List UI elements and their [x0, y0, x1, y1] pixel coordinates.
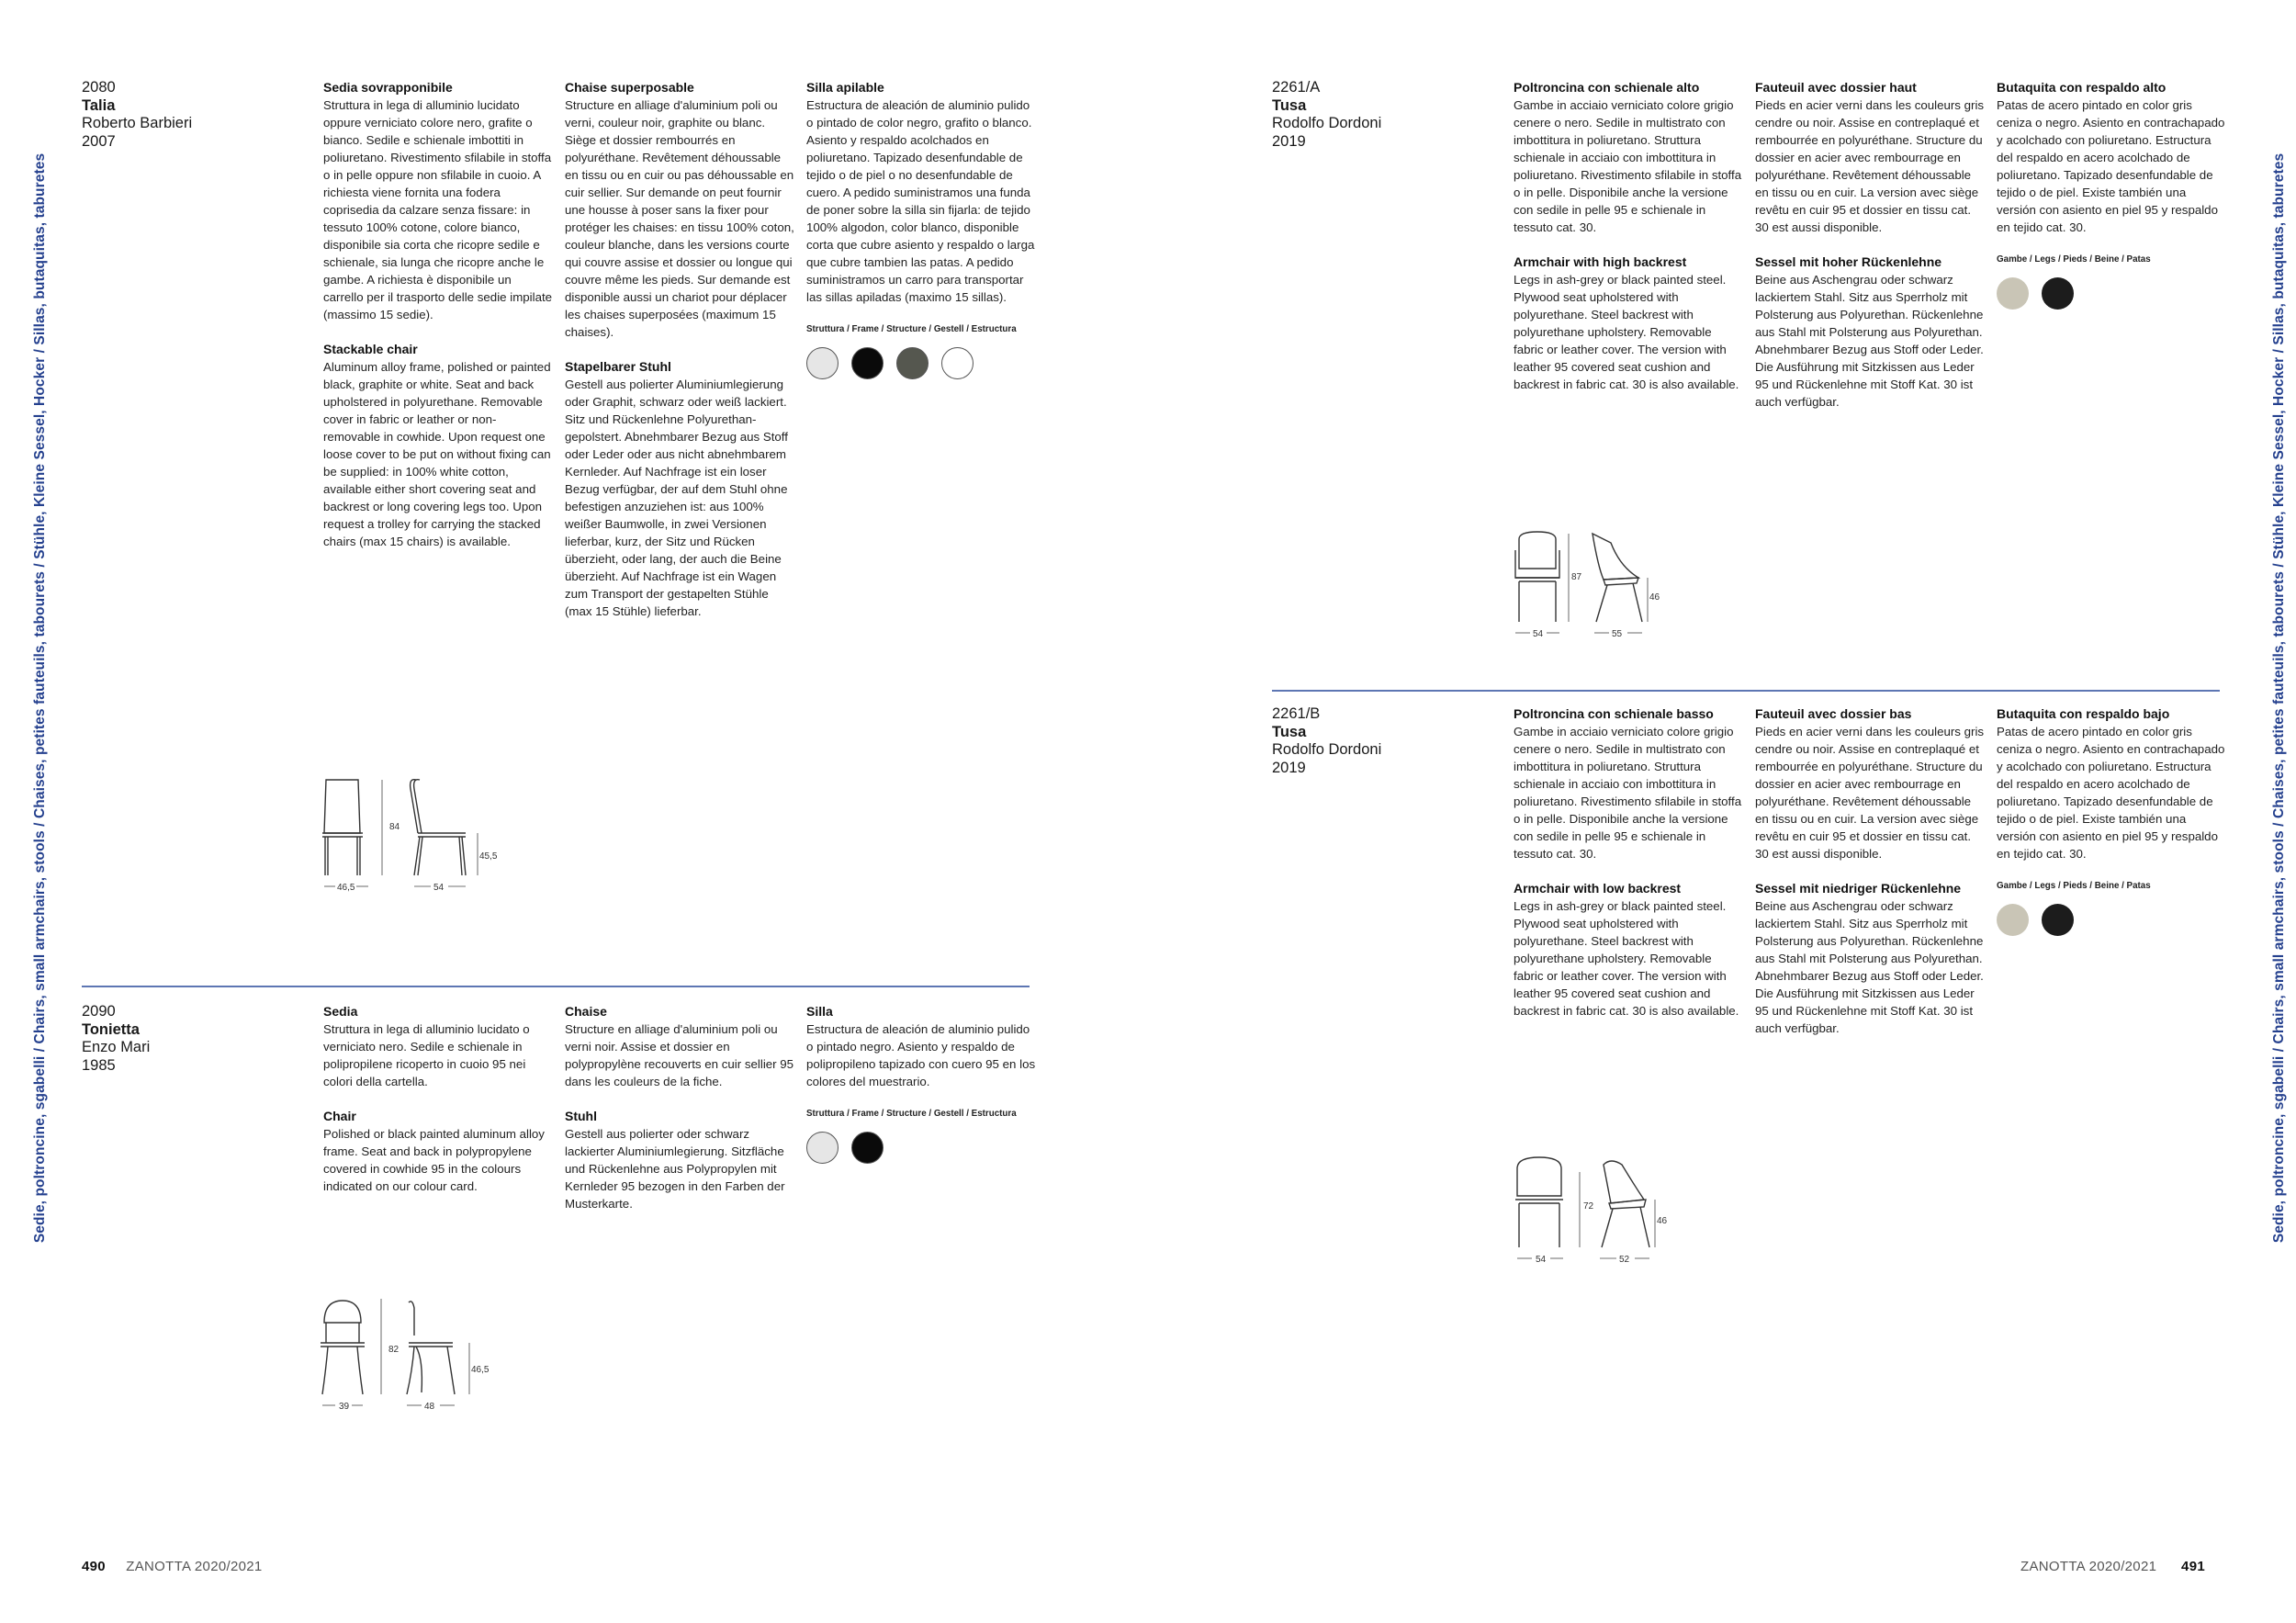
product-year: 1985 — [82, 1056, 116, 1074]
product-year: 2007 — [82, 132, 116, 150]
color-swatch — [1997, 904, 2029, 936]
text-en: Legs in ash-grey or black painted steel. Plywood seat upholstered with polyurethane. Steel backrest with polyurethane upholstery. Removable fabric or leather cover. The version with leather 95 covered seat cushion and backrest in fabric cat. 30 is also available. — [1514, 899, 1739, 1018]
page-number: 490 — [82, 1559, 106, 1574]
product-code: 2080 — [82, 79, 116, 96]
title-it: Sedia sovrapponibile — [323, 80, 453, 95]
title-es: Butaquita con respaldo alto — [1997, 80, 2167, 95]
color-swatch — [851, 347, 884, 379]
text-fr: Structure en alliage d'aluminium poli ou verni noir. Assise et dossier en polypropylène recouverts en cuir sellier 95 dans les couleurs de la fiche. — [565, 1022, 794, 1088]
page-number: 491 — [2181, 1559, 2205, 1574]
product-designer: Enzo Mari — [82, 1039, 151, 1055]
title-de: Sessel mit hoher Rückenlehne — [1755, 254, 1942, 269]
text-de: Gestell aus polierter oder schwarz lackierter Aluminiumlegierung. Sitzfläche und Rückenlehne aus Polypropylen mit Kernleder 95 bezogen in den Farben der Musterkarte. — [565, 1127, 785, 1211]
product-designer: Rodolfo Dordoni — [1272, 115, 1382, 131]
chair-drawing-tusa-b — [1512, 1155, 1695, 1275]
title-en: Armchair with high backrest — [1514, 254, 1687, 269]
title-es: Silla apilable — [806, 80, 884, 95]
catalog-name: ZANOTTA 2020/2021 — [126, 1559, 263, 1574]
swatch-title: Struttura / Frame / Structure / Gestell / Estructura — [806, 1109, 1017, 1119]
text-fr: Structure en alliage d'aluminium poli ou verni, couleur noir, graphite ou blanc. Siège et dossier rembourrés en polyuréthane. Revêtement déhoussable en tissu ou en cuir ou pas déhoussable en cuir sellier. Sur demande on peut fournir une housse à poser sans la fixer pour protéger les chaises: en tissu 100% coton, couleur blanche, dans les versions courte qui couvre assise et dossier ou longue qui couvre même les pieds. Sur demande est disponible aussi un chariot pour déplacer les chaises superposées (maximum 15 chaises). — [565, 98, 794, 339]
description-es — [806, 1003, 1036, 1164]
color-swatch — [806, 347, 838, 379]
product-name: Tusa — [1272, 96, 1307, 114]
text-es: Estructura de aleación de aluminio pulido o pintado de color negro, grafito o blanco. Asiento y respaldo acolchados en poliuretano. Tapizado desenfundable de tejido o de piel o no desenfundable de cuero. A pedido suministramos una funda de poner sobre la silla sin fijarla: de tejido 100% algodon, color blanco, disponible corta que cubre asiento y respaldo o larga que cubre tambien las patas. A pedido suministramos un carro para transportar las sillas apiladas (maximo 15 sillas). — [806, 98, 1035, 304]
dim-width: 54 — [1536, 1255, 1547, 1265]
text-it: Struttura in lega di alluminio lucidato oppure verniciato colore nero, grafite o bianco. Sedile e schienale imbottiti in poliuretano. Rivestimento sfilabile in stoffa o in pelle oppure non sfilabile in cuoio. A richiesta viene fornita una fodera coprisedia da calzare senza fissare: in tessuto 100% cotone, colore bianco, disponibile sia corta che ricopre sedile e schienale, sia lunga che ricopre anche le gambe. A richiesta è disponibile un carrello per il trasporto delle sedie impilate (massimo 15 sedie). — [323, 98, 553, 321]
footer-right — [2020, 1559, 2205, 1574]
title-it: Sedia — [323, 1004, 358, 1019]
description-es — [806, 79, 1036, 379]
product-name: Tusa — [1272, 723, 1307, 740]
product-code: 2090 — [82, 1003, 116, 1020]
title-en: Stackable chair — [323, 342, 418, 356]
product-year: 2019 — [1272, 132, 1306, 150]
title-fr: Fauteuil avec dossier haut — [1755, 80, 1917, 95]
product-ident — [82, 79, 302, 151]
text-es: Patas de acero pintado en color gris ceniza o negro. Asiento en contrachapado y acolchado con poliuretano. Estructura del respaldo en acero acolchado de poliuretano. Tapizado desenfundable de tejido o de piel. Existe también una versión con asiento en piel 95 y respaldo en tejido cat. 30. — [1997, 98, 2225, 234]
side-category-label-right: Sedie, poltroncine, sgabelli / Chairs, small armchairs, stools / Chaises, petites fauteuils, tabourets / Stühle, Kleine Sessel, Hocker / Sillas, butaquitas, taburetes — [2271, 152, 2288, 1244]
dim-seat: 45,5 — [479, 851, 498, 862]
title-de: Stapelbarer Stuhl — [565, 359, 671, 374]
footer-left — [82, 1559, 263, 1574]
title-fr: Fauteuil avec dossier bas — [1755, 706, 1912, 721]
description-es — [1997, 79, 2226, 310]
description-it-en — [1514, 79, 1743, 411]
dim-depth: 52 — [1619, 1255, 1630, 1265]
title-en: Armchair with low backrest — [1514, 881, 1682, 896]
chair-drawing-tonietta — [317, 1295, 501, 1419]
swatch-row — [1997, 904, 2226, 936]
product-year: 2019 — [1272, 759, 1306, 776]
text-de: Gestell aus polierter Aluminiumlegierung oder Graphit, schwarz oder weiß lackiert. Sitz und Rückenlehne Polyurethan-gepolstert. Abnehmbarer Bezug aus Stoff oder Leder oder aus nicht abnehmbarem Kernleder. Auf Nachfrage ist ein loser Bezug verfügbar, der auf dem Stuhl ohne befestigen anzuziehen ist: aus 100% weißer Baumwolle, in zwei Versionen lieferbar, kurz, der Sitz und Rücken überzieht, oder lang, der auch die Beine überzieht. Auf Nachfrage ist ein Wagen zum Transport der gestapelten Stühle (max 15 Stühle) lieferbar. — [565, 378, 788, 618]
text-en: Polished or black painted aluminum alloy frame. Seat and back in polypropylene covered in cowhide 95 in the colours indicated on our colour card. — [323, 1127, 545, 1193]
color-swatch — [2042, 277, 2074, 310]
product-name: Talia — [82, 96, 116, 114]
swatch-title: Struttura / Frame / Structure / Gestell / Estructura — [806, 324, 1017, 334]
color-swatch — [1997, 277, 2029, 310]
side-category-label-left: Sedie, poltroncine, sgabelli / Chairs, small armchairs, stools / Chaises, petites fauteuils, tabourets / Stühle, Kleine Sessel, Hocker / Sillas, butaquitas, taburetes — [32, 152, 49, 1244]
dim-seat: 46 — [1649, 592, 1660, 603]
dim-height: 82 — [388, 1345, 400, 1355]
dim-height: 87 — [1571, 572, 1582, 582]
dim-width: 46,5 — [337, 883, 355, 893]
dim-seat: 46,5 — [471, 1365, 490, 1375]
swatch-title: Gambe / Legs / Pieds / Beine / Patas — [1997, 881, 2151, 891]
description-es — [1997, 705, 2226, 936]
right-page — [1148, 0, 2296, 1623]
text-en: Aluminum alloy frame, polished or painted black, graphite or white. Seat and back upholstered in polyurethane. Removable cover in fabric or leather or non-removable in cowhide. Upon request one loose cover to be put on without fixing can be supplied: in 100% white cotton, available either short covering seat and backrest or long covering legs too. Upon request a trolley for carrying the stacked chairs (max 15 chairs) is available. — [323, 360, 551, 548]
text-it: Struttura in lega di alluminio lucidato o verniciato nero. Sedile e schienale in polipropilene ricoperto in cuoio 95 nei colori della cartella. — [323, 1022, 530, 1088]
color-swatch — [896, 347, 929, 379]
swatch-row — [806, 347, 1036, 379]
title-fr: Chaise — [565, 1004, 607, 1019]
text-it: Gambe in acciaio verniciato colore grigio cenere o nero. Sedile in multistrato con imbottitura in poliuretano. Struttura schienale in acciaio con imbottitura in poliuretano. Rivestimento sfilabile in stoffa o in pelle. Disponibile anche la versione con sedile in pelle 95 e schienale in tessuto cat. 30. — [1514, 98, 1742, 234]
color-swatch — [2042, 904, 2074, 936]
swatch-title: Gambe / Legs / Pieds / Beine / Patas — [1997, 254, 2151, 265]
section-divider — [1272, 690, 2220, 692]
text-de: Beine aus Aschengrau oder schwarz lackiertem Stahl. Sitz aus Sperrholz mit Polsterung aus Polyurethan. Rückenlehne aus Stahl mit Polsterung aus Polyurethan. Abnehmbarer Bezug aus Stoff oder Leder. Die Ausführung mit Sitzkissen aus Leder 95 und Rückenlehne mit Stoff Kat. 30 ist auch verfügbar. — [1755, 899, 1984, 1035]
dim-depth: 54 — [433, 883, 445, 893]
description-fr-de — [565, 1003, 794, 1230]
text-de: Beine aus Aschengrau oder schwarz lackiertem Stahl. Sitz aus Sperrholz mit Polsterung aus Polyurethan. Rückenlehne aus Stahl mit Polsterung aus Polyurethan. Abnehmbarer Bezug aus Stoff oder Leder. Die Ausführung mit Sitzkissen aus Leder 95 und Rückenlehne mit Stoff Kat. 30 ist auch verfügbar. — [1755, 273, 1984, 409]
description-fr-de — [1755, 705, 1985, 1054]
title-it: Poltroncina con schienale alto — [1514, 80, 1700, 95]
product-ident — [82, 1003, 302, 1075]
description-fr-de — [565, 79, 794, 637]
product-code: 2261/B — [1272, 705, 1321, 722]
text-fr: Pieds en acier verni dans les couleurs gris cendre ou noir. Assise en contreplaqué et rembourrée en polyuréthane. Structure du dossier en acier avec rembourrage en polyuréthane. Revêtement déhoussable en tissu ou en cuir. La version avec siège revêtu en cuir 95 et dossier en tissu cat. 30 est aussi disponible. — [1755, 725, 1985, 861]
text-es: Patas de acero pintado en color gris ceniza o negro. Asiento en contrachapado y acolchado con poliuretano. Estructura del respaldo en acero acolchado de poliuretano. Tapizado desenfundable de tejido o de piel. Existe también una versión con asiento en piel 95 y respaldo en tejido cat. 30. — [1997, 725, 2225, 861]
product-designer: Rodolfo Dordoni — [1272, 741, 1382, 758]
description-it-en — [1514, 705, 1743, 1037]
product-ident — [1272, 705, 1492, 777]
swatch-row — [806, 1132, 1036, 1164]
swatch-row — [1997, 277, 2226, 310]
color-swatch — [851, 1132, 884, 1164]
title-it: Poltroncina con schienale basso — [1514, 706, 1714, 721]
description-fr-de — [1755, 79, 1985, 428]
dim-seat: 46 — [1657, 1216, 1668, 1226]
dim-height: 84 — [389, 822, 400, 832]
text-en: Legs in ash-grey or black painted steel. Plywood seat upholstered with polyurethane. Steel backrest with polyurethane upholstery. Removable fabric or leather cover. The version with leather 95 covered seat cushion and backrest in fabric cat. 30 is also available. — [1514, 273, 1739, 391]
title-en: Chair — [323, 1109, 356, 1123]
text-it: Gambe in acciaio verniciato colore grigio cenere o nero. Sedile in multistrato con imbottitura in poliuretano. Struttura schienale in acciaio con imbottitura in poliuretano. Rivestimento sfilabile in stoffa o in pelle. Disponibile anche la versione con sedile in pelle 95 e schienale in tessuto cat. 30. — [1514, 725, 1742, 861]
text-fr: Pieds en acier verni dans les couleurs gris cendre ou noir. Assise en contreplaqué et rembourrée en polyuréthane. Structure du dossier en acier avec rembourrage en polyuréthane. Revêtement déhoussable en tissu ou en cuir. La version avec siège revêtu en cuir 95 et dossier en tissu cat. 30 est aussi disponible. — [1755, 98, 1985, 234]
chair-drawing-tusa-a — [1512, 530, 1695, 649]
chair-drawing-talia — [317, 776, 510, 900]
product-designer: Roberto Barbieri — [82, 115, 193, 131]
dim-depth: 55 — [1612, 629, 1623, 639]
section-divider — [82, 986, 1030, 987]
color-swatch — [941, 347, 974, 379]
dim-width: 54 — [1533, 629, 1544, 639]
title-fr: Chaise superposable — [565, 80, 694, 95]
color-swatch — [806, 1132, 838, 1164]
title-de: Stuhl — [565, 1109, 597, 1123]
title-de: Sessel mit niedriger Rückenlehne — [1755, 881, 1962, 896]
description-it-en — [323, 1003, 553, 1212]
catalog-name: ZANOTTA 2020/2021 — [2020, 1559, 2157, 1574]
product-name: Tonietta — [82, 1020, 140, 1038]
description-it-en — [323, 79, 553, 568]
dim-depth: 48 — [424, 1402, 435, 1412]
text-es: Estructura de aleación de aluminio pulido o pintado negro. Asiento y respaldo de polipropileno tapizado con cuero 95 en los colores del muestrario. — [806, 1022, 1036, 1088]
title-es: Silla — [806, 1004, 833, 1019]
product-ident — [1272, 79, 1492, 151]
title-es: Butaquita con respaldo bajo — [1997, 706, 2170, 721]
dim-height: 72 — [1583, 1201, 1594, 1212]
dim-width: 39 — [339, 1402, 350, 1412]
product-code: 2261/A — [1272, 79, 1321, 96]
